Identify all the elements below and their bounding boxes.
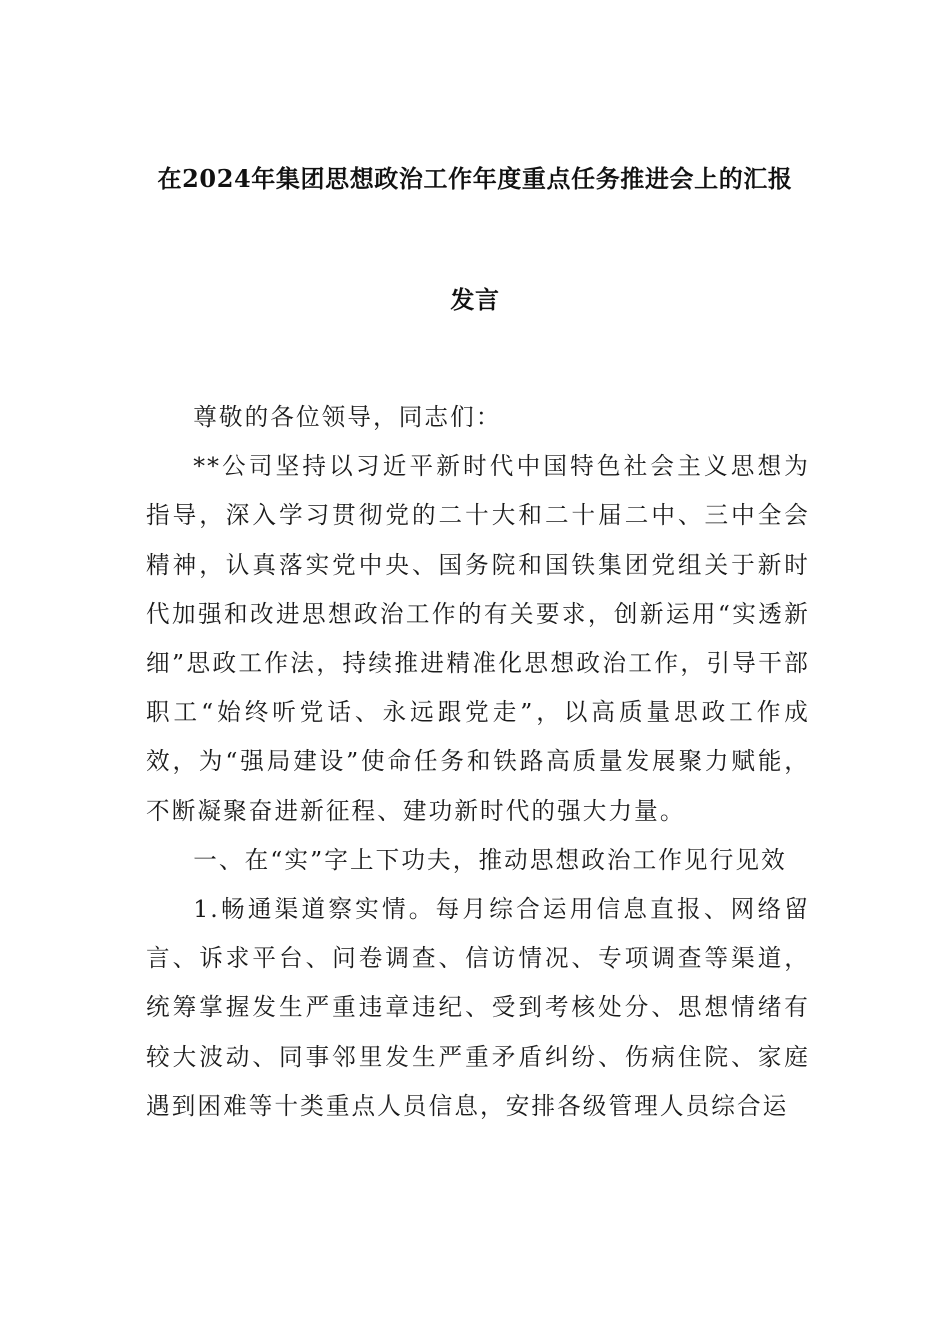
salutation: 尊敬的各位领导，同志们： <box>193 403 502 431</box>
paragraph-intro: **公司坚持以习近平新时代中国特色社会主义思想为指导，深入学习贯彻党的二十大和二十届二中、三中全会精神，认真落实党中央、国务院和国铁集团党组关于新时代加强和改进思想政治工作的有关要求，创新运用“实透新细”思政工作法，持续推进精准化思想政治工作，引导干部职工“始终听党话、永远跟党走”，以高质量思政工作成效，为“强局建设”使命任务和铁路高质量发展聚力赋能，不断凝聚奋进新征程、建功新时代的强大力量。 <box>146 452 810 825</box>
document-title-line-2: 发言 <box>450 285 500 314</box>
document-title-line-1: 在2024年集团思想政治工作年度重点任务推进会上的汇报 <box>157 164 793 193</box>
document-body <box>146 393 810 1131</box>
section-heading: 一、在“实”字上下功夫，推动思想政治工作见行见效 <box>193 845 787 874</box>
paragraph-item-1: 1.畅通渠道察实情。每月综合运用信息直报、网络留言、诉求平台、问卷调查、信访情况、专项调查等渠道，统筹掌握发生严重违章违纪、受到考核处分、思想情绪有较大波动、同事邻里发生严重矛盾纠纷、伤病住院、家庭遇到困难等十类重点人员信息，安排各级管理人员综合运 <box>146 895 810 1120</box>
